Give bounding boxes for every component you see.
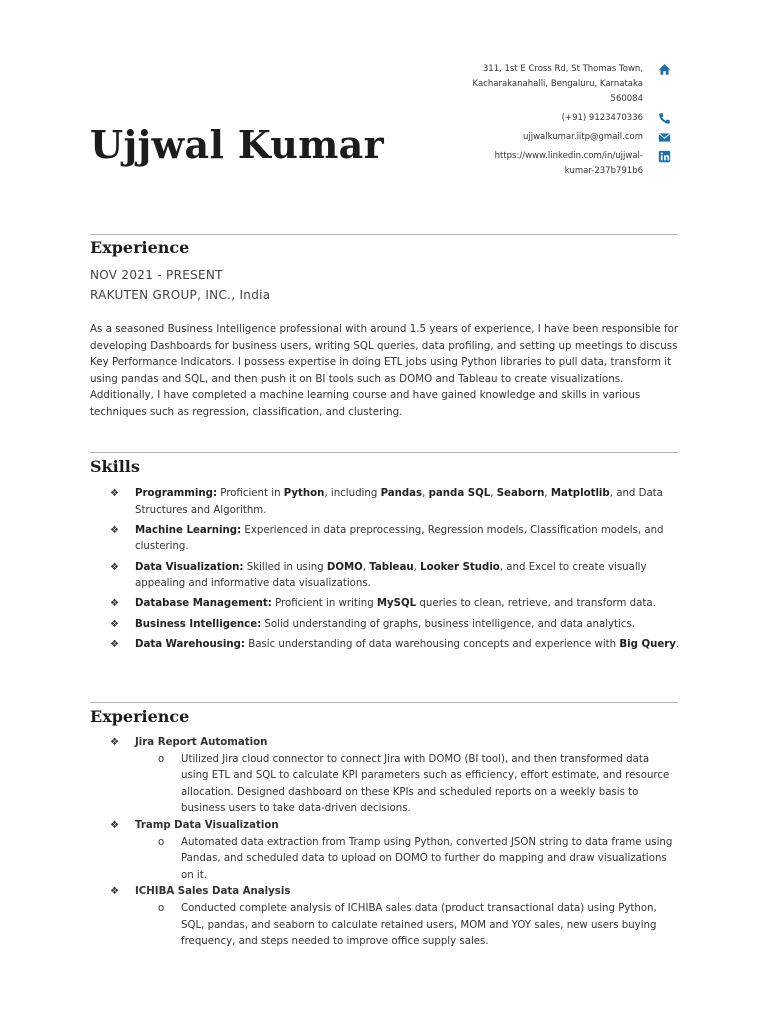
circle-bullet-icon: o [158,753,165,765]
skill-emphasis: Tableau [369,561,414,573]
section-divider [90,234,678,235]
linkedin [371,149,671,179]
candidate-name: Ujjwal Kumar [90,122,384,167]
skill-item [110,637,680,654]
skill-text: Proficient in writing [271,598,377,610]
phone [371,111,671,126]
skill-emphasis: Python [283,488,325,499]
skill-text: Solid understanding of graphs, business intelligence, and data analytics. [261,618,636,630]
skill-text: Skilled in using [243,561,327,573]
circle-bullet-icon: o [158,902,165,914]
diamond-bullet-icon: ❖ [110,638,119,650]
diamond-bullet-icon: ❖ [110,737,120,748]
email [371,130,671,145]
skill-emphasis: Seaborn [496,488,545,499]
linkedin-url-line-2[interactable]: kumar-237b791b6 [564,166,643,176]
email-address[interactable]: ujjwalkumar.iitp@gmail.com [522,132,643,142]
diamond-bullet-icon: ❖ [110,819,120,831]
skill-emphasis: Programming: [135,488,218,499]
project-title [110,818,680,835]
email-icon [658,131,671,144]
skill-emphasis: Data Visualization: [135,561,244,573]
skills-list [110,486,680,657]
section-divider [90,702,678,703]
address-line-2: Kacharakanahalli, Bengaluru, Karnataka [472,79,643,89]
skills-heading: Skills [90,457,140,476]
skill-item [110,523,680,556]
project-description [110,901,679,951]
skill-emphasis: panda SQL [428,488,491,499]
skill-item [110,596,680,613]
linkedin-url-line-1[interactable]: https://www.linkedin.com/in/ujjwal- [494,151,643,161]
diamond-bullet-icon: ❖ [110,886,120,898]
skill-text: , [422,488,429,499]
home-icon [658,63,671,76]
diamond-bullet-icon: ❖ [110,524,119,536]
project-item [110,735,680,818]
skill-emphasis: Business Intelligence: [135,618,262,630]
project-title-text: Tramp Data Visualization [135,819,279,831]
address-line-1: 311, 1st E Cross Rd, St Thomas Town, [482,64,643,74]
skill-item [110,486,680,519]
skill-emphasis: Data Warehousing: [135,638,245,650]
skill-text: . [675,638,680,650]
circle-bullet-icon: o [158,836,165,848]
skill-text: , and Data Structures and Algorithm. [135,488,663,516]
skill-text: queries to clean, retrieve, and transform data. [416,598,656,610]
contact-block [371,62,671,183]
skill-text: Basic understanding of data warehousing concepts and experience with [244,638,620,650]
project-item [110,884,680,950]
skill-emphasis: Looker Studio [420,561,500,573]
experience-summary: As a seasoned Business Intelligence professional with around 1.5 years of experience, I have been responsible for developing Dashboards for business users, writing SQL queries, data profiling, and setting up meetings to discuss Key Performance Indicators. I possess expertise in doing ETL jobs using Python libraries to pull data, transform it using pandas and SQL, and then push it on BI tools such as DOMO and Tableau to create visualizations. Additionally, I have completed a machine learning course and have gained knowledge and skills in various techniques such as regression, classification, and clustering. [90,323,679,418]
diamond-bullet-icon: ❖ [110,561,119,573]
skill-text: , [490,488,497,499]
skill-text: , and Excel to create visually appealing and informative data visualizations. [135,561,647,590]
linkedin-icon [658,150,671,163]
project-description [110,752,679,818]
project-title-text: ICHIBA Sales Data Analysis [135,886,291,898]
project-title-text: Jira Report Automation [135,737,268,748]
diamond-bullet-icon: ❖ [110,618,119,630]
skill-text: Proficient in [217,488,284,499]
skill-text: Experienced in data preprocessing, Regression models, Classification models, and clustering. [135,524,664,553]
skill-emphasis: Pandas [380,488,423,499]
project-title [110,735,680,752]
address [371,62,671,107]
diamond-bullet-icon: ❖ [110,488,119,499]
project-description-text: Automated data extraction from Tramp using Python, converted JSON string to data frame using Pandas, and scheduled data to upload on DOMO to further do mapping and draw visualizations on it. [181,836,673,881]
skill-emphasis: Database Management: [135,598,272,610]
projects-list [110,735,680,951]
skill-emphasis: MySQL [376,598,417,610]
skill-emphasis: Big Query [619,638,676,650]
project-title [110,884,680,901]
project-item [110,818,680,884]
experience-company: RAKUTEN GROUP, INC., India [90,288,271,302]
experience-heading: Experience [90,238,190,257]
project-description-text: Conducted complete analysis of ICHIBA sales data (product transactional data) using Python, SQL, pandas, and seaborn to calculate retained users, MOM and YOY sales, new users buying frequency, and steps needed to improve office supply sales. [181,902,657,948]
skill-text: , [413,561,421,573]
phone-icon [658,112,671,125]
experience-dates: NOV 2021 - PRESENT [90,268,223,282]
skill-text: , [544,488,551,499]
skill-text: , including [324,488,381,499]
skill-emphasis: Matplotlib [550,488,610,499]
diamond-bullet-icon: ❖ [110,598,119,610]
section-divider [90,452,678,453]
phone-number[interactable]: (+91) 9123470336 [561,113,643,123]
skill-emphasis: DOMO [326,561,363,573]
skill-item [110,560,680,593]
skill-emphasis: Machine Learning: [135,524,242,536]
address-line-3: 560084 [610,94,643,104]
skill-text: , [362,561,370,573]
projects-heading: Experience [90,707,190,726]
skill-item [110,617,680,634]
project-description [110,835,679,885]
project-description-text: Utilized Jira cloud connector to connect Jira with DOMO (BI tool), and then transformed data using ETL and SQL to calculate KPI parameters such as efficiency, effort estimate, and resource allocation. Designed dashboard on these KPIs and scheduled reports on a weekly basis to business users to take data-driven decisions. [181,753,670,815]
